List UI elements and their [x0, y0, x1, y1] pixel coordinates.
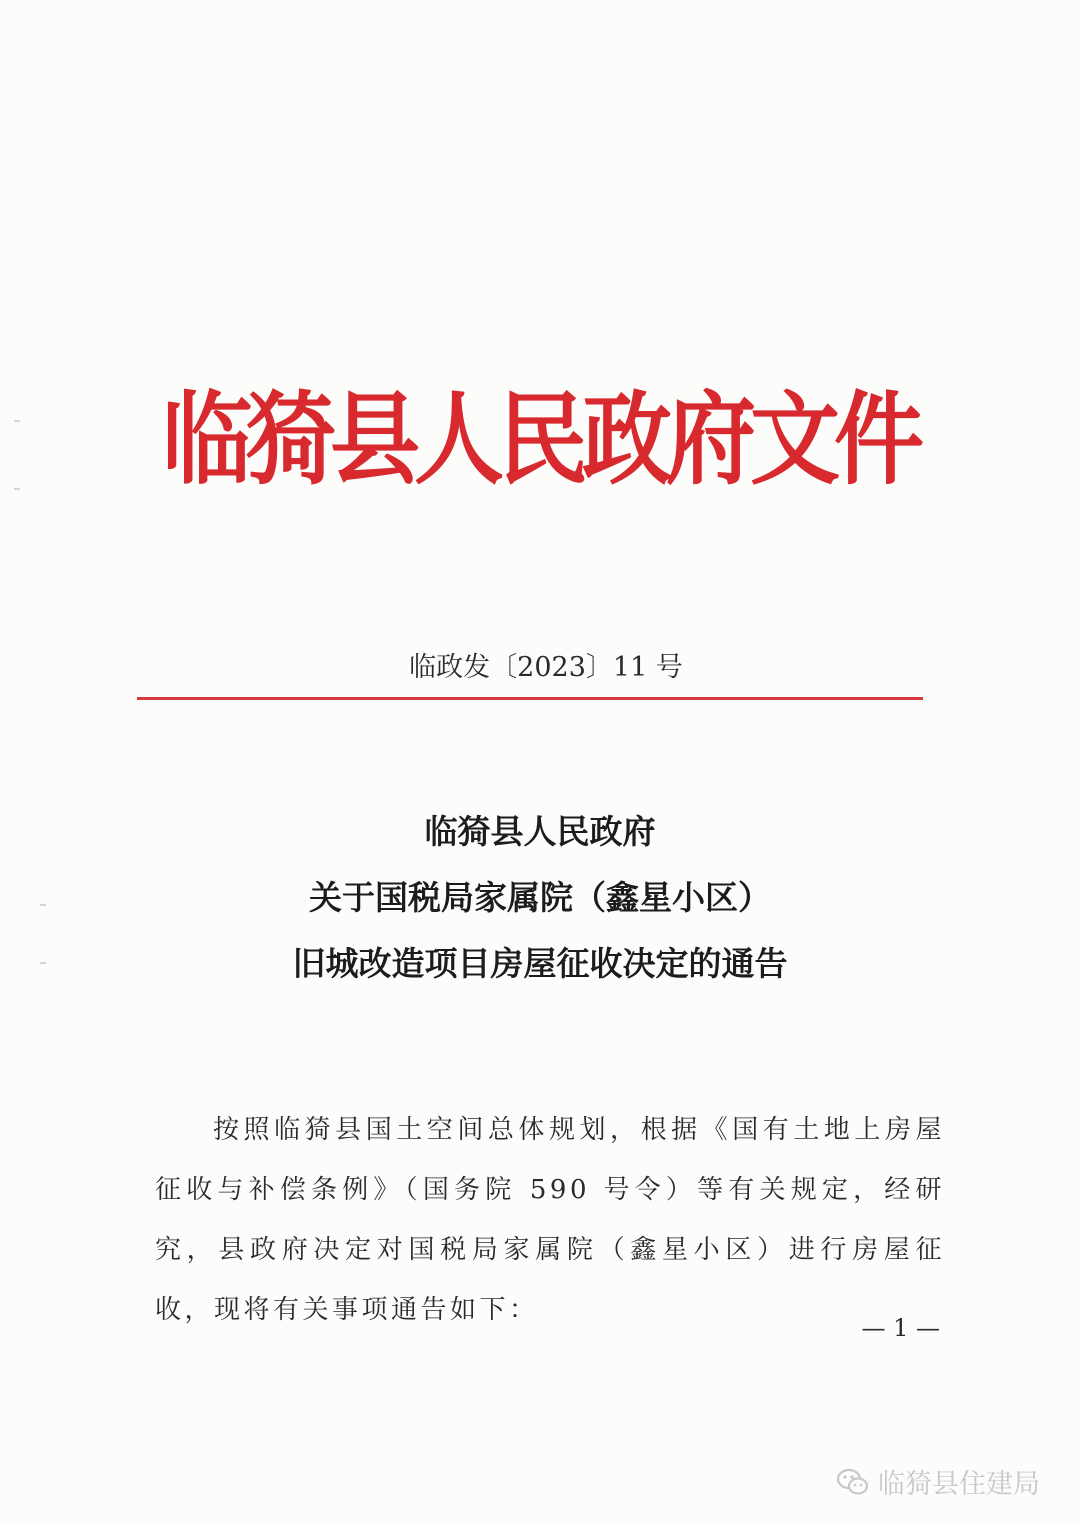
scan-speck [40, 962, 46, 964]
notice-title [150, 802, 930, 1000]
notice-title-line-2: 关于国税局家属院（鑫星小区） [309, 878, 771, 917]
red-separator-line [137, 697, 923, 700]
wechat-icon [836, 1467, 870, 1497]
account-watermark [836, 1462, 1040, 1501]
document-header-title: 临猗县人民政府文件 [162, 380, 918, 500]
notice-title-line-3: 旧城改造项目房屋征收决定的通告 [292, 944, 788, 983]
scan-speck [40, 904, 46, 906]
scan-speck [14, 488, 20, 490]
notice-title-line-1: 临猗县人民政府 [424, 812, 656, 851]
document-number: 临政发〔2023〕11 号 [409, 652, 683, 683]
page-number: — 1 — [861, 1314, 940, 1342]
notice-body-paragraph: 按照临猗县国土空间总体规划，根据《国有土地上房屋征收与补偿条例》（国务院 590 号令）等有关规定，经研究，县政府决定对国税局家属院（鑫星小区）进行房屋征收，现将有关事项通告如下： [155, 1115, 945, 1325]
scan-speck [14, 420, 20, 422]
watermark-text: 临猗县住建局 [878, 1469, 1040, 1500]
